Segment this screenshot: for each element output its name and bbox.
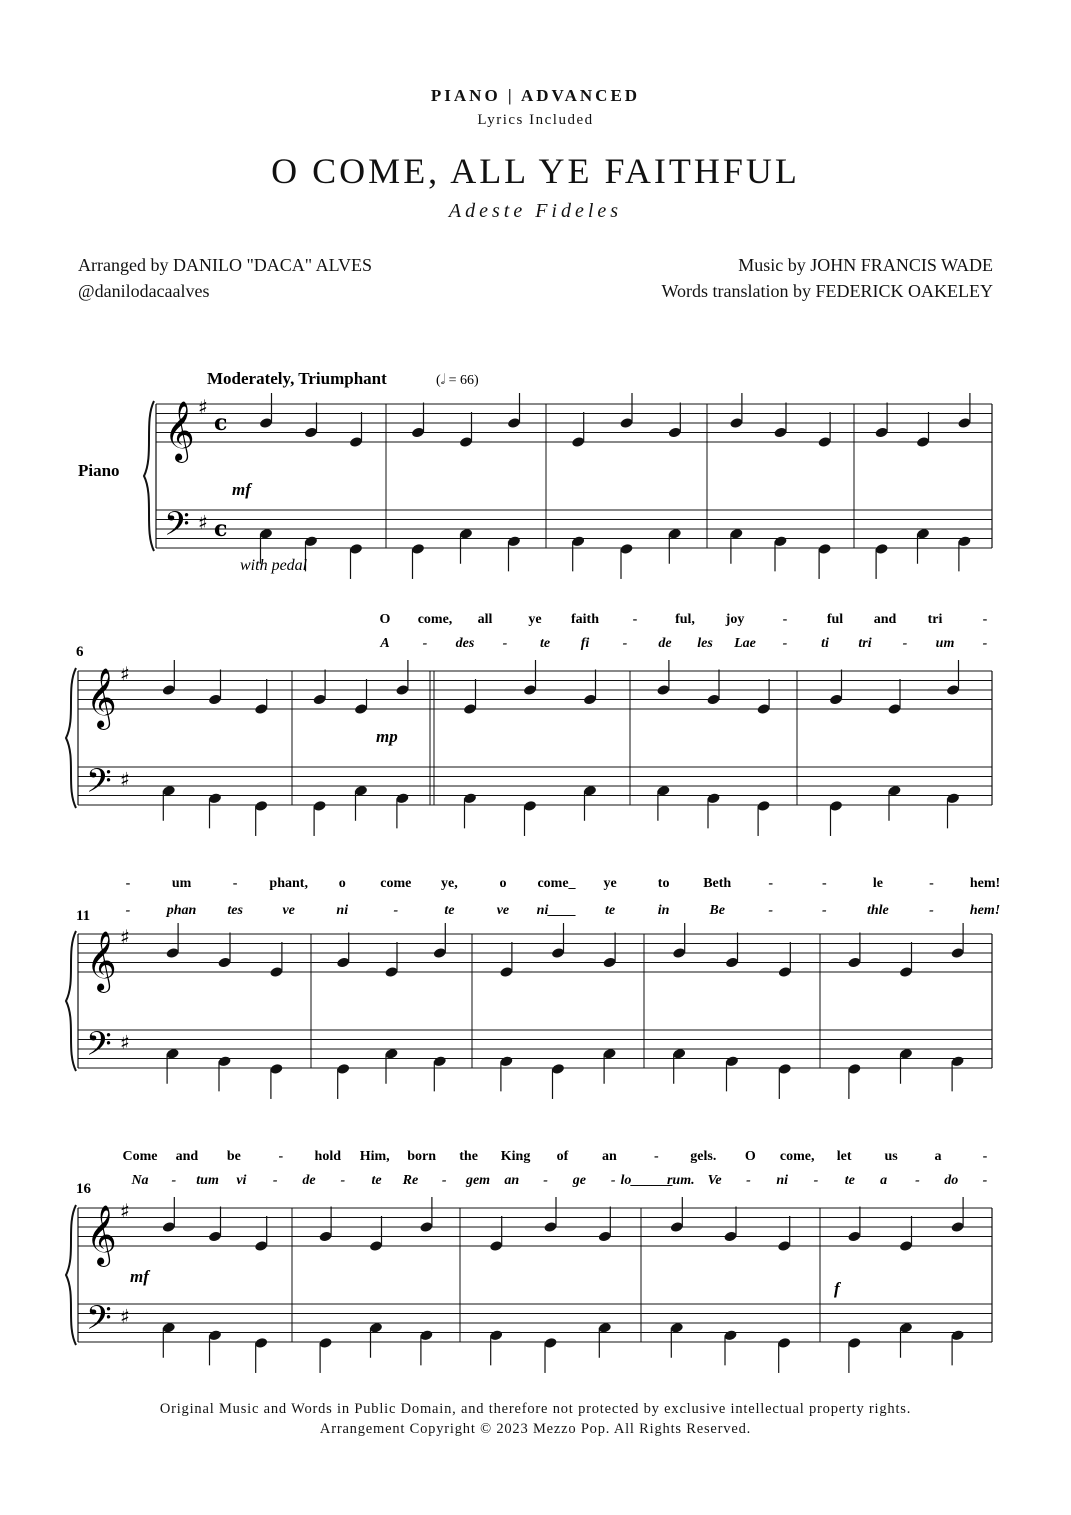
lyric-en-syllable: hold <box>314 1149 342 1164</box>
lyric-la-syllable: - <box>782 636 788 651</box>
bass-clef-icon: 𝄢 <box>164 505 190 552</box>
difficulty-level: PIANO | ADVANCED <box>430 86 641 105</box>
lyric-la-syllable: te <box>605 903 616 918</box>
common-time-icon: c <box>214 410 228 436</box>
lyric-en-syllable: faith <box>571 612 599 627</box>
lyrics-layer <box>123 612 1001 1188</box>
lyric-en-syllable: let <box>836 1149 852 1164</box>
lyric-la-syllable: - <box>821 903 827 918</box>
lyric-la-syllable: - <box>272 1173 278 1188</box>
lyric-la-syllable: te <box>444 903 455 918</box>
lyric-en-syllable: be <box>226 1149 241 1164</box>
lyric-la-syllable: fi <box>580 636 590 651</box>
lyric-en-syllable: - <box>125 876 131 891</box>
sharp-key-signature-icon: ♯ <box>120 1198 130 1223</box>
measure-number-6: 6 <box>76 644 84 660</box>
lyric-la-syllable: - <box>441 1173 447 1188</box>
song-subtitle: Adeste Fideles <box>448 200 623 222</box>
lyric-la-syllable: les <box>697 636 713 651</box>
lyric-en-syllable: Beth <box>703 876 732 891</box>
lyric-en-syllable: Come <box>122 1149 158 1164</box>
lyric-en-syllable: - <box>232 876 238 891</box>
lyric-la-syllable: - <box>746 1173 751 1188</box>
lyric-en-syllable: an <box>602 1149 617 1164</box>
lyric-en-syllable: come <box>380 876 412 891</box>
dynamic-f: f <box>834 1279 840 1298</box>
lyric-la-syllable: an <box>504 1173 520 1188</box>
sharp-key-signature-icon: ♯ <box>120 1304 130 1329</box>
lyric-en-syllable: ful <box>826 612 844 627</box>
lyric-la-syllable: in <box>657 903 670 918</box>
lyric-en-syllable: - <box>982 1149 988 1164</box>
lyric-la-syllable: ge <box>572 1173 587 1188</box>
lyric-la-syllable: - <box>340 1173 346 1188</box>
copyright-footer <box>0 1399 1071 1439</box>
lyric-la-syllable: hem! <box>969 903 1001 918</box>
lyric-la-syllable: um <box>935 636 955 651</box>
lyric-la-syllable: A <box>380 636 390 651</box>
system-3 <box>66 923 992 1099</box>
lyric-la-syllable: - <box>125 903 131 918</box>
grand-staff-brace <box>144 401 154 551</box>
sharp-key-signature-icon: ♯ <box>198 394 208 419</box>
lyric-en-syllable: O <box>744 1149 756 1164</box>
lyric-la-syllable: Lae <box>734 636 756 651</box>
lyric-en-syllable: come, <box>779 1149 815 1164</box>
footer-public-domain: Original Music and Words in Public Domain, and therefore not protected by exclusive intellectual property rights. <box>159 1401 912 1417</box>
dynamic-mf-2: mf <box>130 1267 149 1286</box>
lyric-en-syllable: - <box>929 876 934 891</box>
footer-copyright: Arrangement Copyright © 2023 Mezzo Pop. All Rights Reserved. <box>319 1421 752 1437</box>
system-2 <box>66 660 992 836</box>
bass-clef-icon: 𝄢 <box>86 1299 112 1346</box>
lyric-la-syllable: - <box>902 636 908 651</box>
system-1 <box>144 393 992 579</box>
lyric-la-syllable: des <box>455 636 475 651</box>
lyric-la-syllable: vi <box>236 1173 247 1188</box>
grand-staff-brace <box>66 931 76 1071</box>
lyric-la-syllable: - <box>171 1173 177 1188</box>
lyric-en-syllable: ful, <box>675 612 695 627</box>
lyric-en-syllable: - <box>782 612 788 627</box>
score-systems <box>66 393 992 1373</box>
lyric-la-syllable: - <box>982 1173 988 1188</box>
lyric-la-syllable: Be <box>709 903 725 918</box>
lyric-en-syllable: born <box>407 1149 437 1164</box>
lyric-en-syllable: a <box>934 1149 942 1164</box>
measure-number-11: 11 <box>76 908 91 924</box>
lyric-la-syllable: - <box>422 636 428 651</box>
grand-staff-brace <box>66 1205 76 1345</box>
lyric-la-syllable: tes <box>227 903 243 918</box>
lyric-en-syllable: ye <box>528 612 542 627</box>
lyric-en-syllable: and <box>175 1149 199 1164</box>
lyric-la-syllable: de <box>302 1173 316 1188</box>
lyric-en-syllable: um <box>171 876 192 891</box>
lyric-en-syllable: ye <box>603 876 617 891</box>
lyric-la-syllable: gem <box>465 1173 491 1188</box>
lyric-la-syllable: Re <box>402 1173 419 1188</box>
lyric-en-syllable: of <box>556 1149 569 1164</box>
lyric-la-syllable: ni____ <box>536 903 577 918</box>
lyric-la-syllable: ti <box>821 636 829 651</box>
lyric-la-syllable: Ve <box>707 1173 722 1188</box>
composer-name: Music by JOHN FRANCIS WADE <box>738 255 993 275</box>
lyrics-included-note: Lyrics Included <box>477 112 594 128</box>
lyric-la-syllable: te <box>539 636 551 651</box>
sharp-key-signature-icon: ♯ <box>120 767 130 792</box>
lyric-en-syllable: hem! <box>969 876 1001 891</box>
treble-clef-icon: 𝄞 <box>86 668 117 728</box>
lyric-en-syllable: - <box>768 876 774 891</box>
lyric-la-syllable: de <box>658 636 672 651</box>
lyric-en-syllable: - <box>654 1149 659 1164</box>
lyric-en-syllable: all <box>477 612 493 627</box>
lyric-en-syllable: o <box>499 876 507 891</box>
lyric-la-syllable: - <box>915 1173 920 1188</box>
lyric-en-syllable: the <box>459 1149 478 1164</box>
lyric-la-syllable: - <box>768 903 774 918</box>
lyric-en-syllable: us <box>884 1149 898 1164</box>
lyric-en-syllable: and <box>873 612 897 627</box>
treble-clef-icon: 𝄞 <box>164 401 195 461</box>
grand-staff-brace <box>66 668 76 808</box>
lyric-en-syllable: - <box>821 876 827 891</box>
sharp-key-signature-icon: ♯ <box>120 1030 130 1055</box>
dynamic-mf-1: mf <box>232 480 251 499</box>
lyric-en-syllable: tri <box>927 612 943 627</box>
instrument-name: Piano <box>78 461 120 480</box>
lyric-la-syllable: - <box>929 903 934 918</box>
treble-clef-icon: 𝄞 <box>86 1205 117 1265</box>
lyric-la-syllable: - <box>393 903 399 918</box>
lyric-en-syllable: O <box>379 612 391 627</box>
tempo-mark: (𝅗𝅥 = 66) <box>436 373 479 388</box>
lyric-la-syllable: ve <box>496 903 510 918</box>
lyric-en-syllable: to <box>657 876 670 891</box>
measure-number-16: 16 <box>76 1181 91 1197</box>
lyric-la-syllable: te <box>371 1173 382 1188</box>
bass-clef-icon: 𝄢 <box>86 1025 112 1072</box>
song-title: O COME, ALL YE FAITHFUL <box>271 151 800 191</box>
lyric-la-syllable: ni <box>336 903 349 918</box>
lyric-la-syllable: thle <box>866 903 889 918</box>
lyric-la-syllable: tri <box>858 636 872 651</box>
lyric-la-syllable: - <box>813 1173 819 1188</box>
dynamic-mp: mp <box>376 727 398 746</box>
sharp-key-signature-icon: ♯ <box>198 510 208 535</box>
lyric-en-syllable: ye, <box>441 876 458 891</box>
tempo-text: Moderately, Triumphant <box>207 369 387 388</box>
translator-name: Words translation by FEDERICK OAKELEY <box>661 281 993 301</box>
lyric-en-syllable: King <box>500 1149 531 1164</box>
lyric-la-syllable: - <box>622 636 628 651</box>
sharp-key-signature-icon: ♯ <box>120 924 130 949</box>
lyric-en-syllable: le <box>872 876 883 891</box>
arranger-handle: @danilodacaalves <box>78 281 210 301</box>
lyric-en-syllable: come_ <box>537 876 576 891</box>
lyric-en-syllable: phant, <box>269 876 308 891</box>
lyric-la-syllable: Na <box>131 1173 149 1188</box>
sharp-key-signature-icon: ♯ <box>120 661 130 686</box>
lyric-la-syllable: te <box>844 1173 855 1188</box>
lyric-la-syllable: - <box>502 636 508 651</box>
lyric-en-syllable: - <box>632 612 638 627</box>
lyric-en-syllable: come, <box>417 612 453 627</box>
lyric-la-syllable: lo______ <box>620 1173 674 1188</box>
lyric-la-syllable: - <box>982 636 988 651</box>
lyric-en-syllable: - <box>982 612 988 627</box>
lyric-en-syllable: o <box>338 876 346 891</box>
common-time-icon: c <box>214 516 228 542</box>
lyric-la-syllable: rum. <box>666 1173 695 1188</box>
lyric-en-syllable: - <box>278 1149 284 1164</box>
lyric-en-syllable: gels. <box>690 1149 717 1164</box>
bass-clef-icon: 𝄢 <box>86 762 112 809</box>
lyric-en-syllable: Him, <box>359 1149 390 1164</box>
lyric-la-syllable: phan <box>166 903 197 918</box>
treble-clef-icon: 𝄞 <box>86 931 117 991</box>
lyric-la-syllable: tum <box>196 1173 219 1188</box>
lyric-la-syllable: - <box>543 1173 548 1188</box>
lyric-en-syllable: joy <box>725 612 745 627</box>
lyric-la-syllable: ve <box>282 903 295 918</box>
pedal-marking: with pedal <box>240 557 308 574</box>
system-4 <box>66 1197 992 1373</box>
arranger-name: Arranged by DANILO "DACA" ALVES <box>78 255 373 275</box>
lyric-la-syllable: do <box>944 1173 959 1188</box>
lyric-la-syllable: ni <box>776 1173 789 1188</box>
lyric-la-syllable: a <box>880 1173 888 1188</box>
lyric-la-syllable: - <box>610 1173 616 1188</box>
